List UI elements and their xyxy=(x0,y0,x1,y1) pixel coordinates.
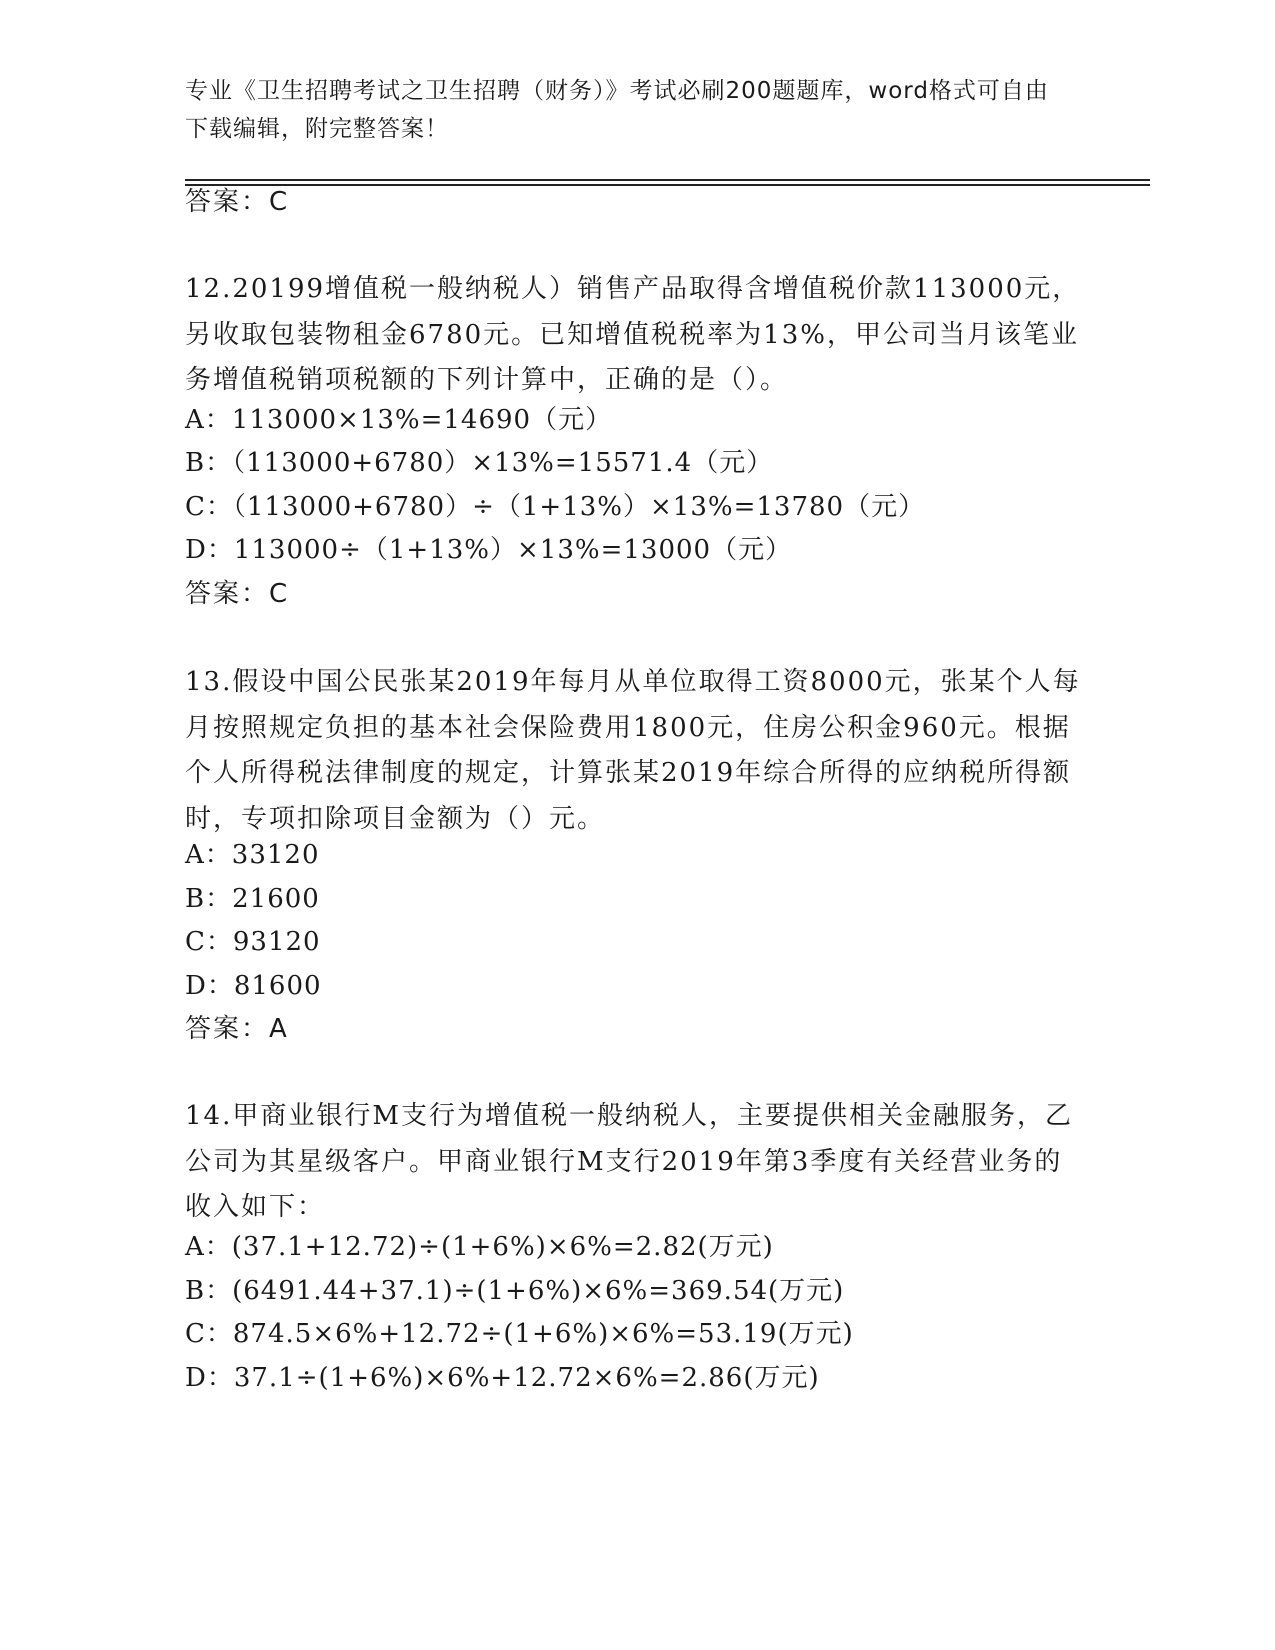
question-13-stem: 13.假设中国公民张某2019年每月从单位取得工资8000元，张某个人每月按照规定负担的基本社会保险费用1800元，住房公积金960元。根据个人所得税法律制度的规定，计算张某2019年综合所得的应纳税所得额时，专项扣除项目金额为（）元。 xyxy=(185,667,1081,834)
question-13-option-a: A：33120 xyxy=(185,840,320,870)
previous-answer: 答案：C xyxy=(185,187,290,217)
question-14-option-b: B：(6491.44+37.1)÷(1+6%)×6%=369.54(万元) xyxy=(185,1276,845,1306)
question-12-option-a: A：113000×13%=14690（元） xyxy=(185,405,613,435)
question-14-option-a: A：(37.1+12.72)÷(1+6%)×6%=2.82(万元) xyxy=(185,1232,774,1262)
question-14-option-c: C：874.5×6%+12.72÷(1+6%)×6%=53.19(万元) xyxy=(185,1319,854,1349)
question-14-stem: 14.甲商业银行M支行为增值税一般纳税人，主要提供相关金融服务，乙公司为其星级客户。甲商业银行M支行2019年第3季度有关经营业务的收入如下： xyxy=(185,1101,1073,1222)
question-12-option-d: D：113000÷（1+13%）×13%=13000（元） xyxy=(185,535,793,565)
question-12-option-c: C：（113000+6780）÷（1+13%）×13%=13780（元） xyxy=(185,492,926,522)
question-12-option-b: B：（113000+6780）×13%=15571.4（元） xyxy=(185,448,774,478)
question-12-stem: 12.20199增值税一般纳税人）销售产品取得含增值税价款113000元，另收取包装物租金6780元。已知增值税税率为13%，甲公司当月该笔业务增值税销项税额的下列计算中，正确的是（）。 xyxy=(185,274,1081,395)
question-12-answer: 答案：C xyxy=(185,579,290,609)
question-13-option-b: B：21600 xyxy=(185,884,320,914)
question-13-option-c: C：93120 xyxy=(185,927,321,957)
question-13-answer: 答案：A xyxy=(185,1014,289,1044)
header-divider-bottom xyxy=(185,184,1150,186)
document-header: 专业《卫生招聘考试之卫生招聘（财务）》考试必刷200题题库，word格式可自由下载编辑，附完整答案！ xyxy=(185,78,1049,142)
header-divider-top xyxy=(185,179,1150,181)
question-13-option-d: D：81600 xyxy=(185,971,322,1001)
question-14-option-d: D：37.1÷(1+6%)×6%+12.72×6%=2.86(万元) xyxy=(185,1363,820,1393)
